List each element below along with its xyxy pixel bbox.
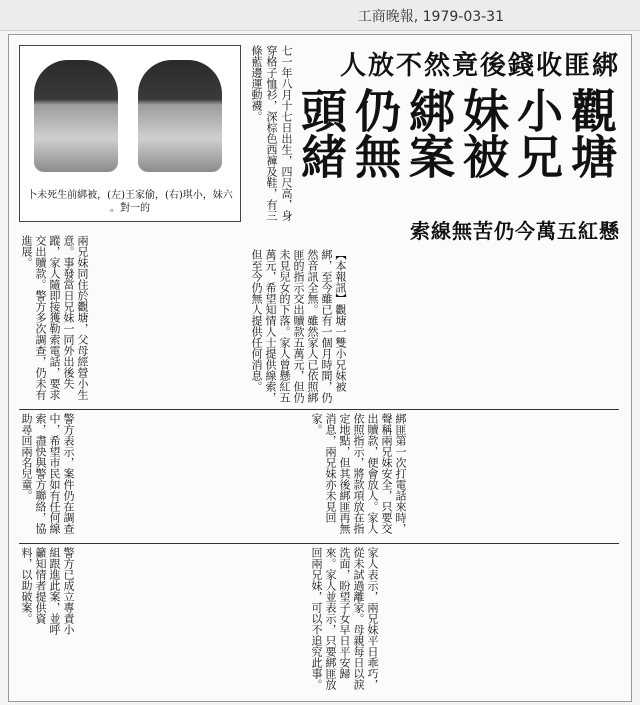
column-divider bbox=[19, 409, 619, 410]
headline-line: 仍無 bbox=[348, 87, 402, 179]
headline-line: 觀塘 bbox=[564, 87, 618, 179]
viewer-toolbar bbox=[0, 0, 640, 31]
column-divider bbox=[19, 543, 619, 544]
portrait-girl-photo bbox=[34, 60, 118, 172]
source-label: 工商晚報, 1979-03-31 bbox=[357, 9, 504, 25]
headline bbox=[295, 45, 620, 250]
newspaper-clipping bbox=[8, 34, 632, 702]
portrait-boy-photo bbox=[138, 60, 222, 172]
article-column-low-right: 綁匪第一次打電話來時，聲稱兩兄妹安全，只要交出贖款，便會放人。家人依照指示，將款項放在指定地點，但其後綁匪再無消息，兩兄妹亦未見回家。 bbox=[310, 413, 407, 534]
photo-caption: 六妹，小琪(右)，偷家王(左)，被綁前生死未卜的一對。 bbox=[27, 190, 233, 214]
subheadline: 懸紅五萬今仍苦無線索 bbox=[410, 219, 620, 243]
article-column-bottom-right: 家人表示，兩兄妹平日乖巧，從未試過離家。母親每日以淚洗面，盼望子女早日平安歸來。家人並表示，只要綁匪放回兩兄妹，可以不追究此事。 bbox=[310, 547, 379, 690]
birth-note: 七一年八月十七日出生，四尺高，身穿格子恤衫，深棕色西褲及鞋，有三條藍邊運動襪。 bbox=[250, 45, 293, 221]
headline-line: 小兄 bbox=[510, 87, 564, 179]
headline-kicker: 綁匪收錢後竟然不放人 bbox=[339, 51, 620, 81]
headline-line: 妹被 bbox=[456, 87, 510, 179]
article-column-bottom-left: 警方已成立專責小組跟進此案，並呼籲知情者提供資料，以助破案。 bbox=[20, 547, 75, 635]
headline-line: 綁案 bbox=[402, 87, 456, 179]
headline-line: 頭緒 bbox=[294, 87, 348, 179]
article-column-top: 【本報訊】觀塘一雙小兄妹被綁，至今雖已有一個月時間，仍然音訊全無。雖然家人已依照綁匪的指示交出贖款五萬元，但仍未見兒女的下落。家人曾懸紅五萬元，希望知情人士提供線索，但至今仍無人提供任何消息。 bbox=[250, 249, 347, 403]
article-column-mid-left: 兩兄妹同住於觀塘，父母經營小生意。事發當日兄妹一同外出後失蹤，家人隨即接獲勒索電話，要求交出贖款。警方多次調查，仍未有進展。 bbox=[20, 235, 89, 400]
article-column-low-left: 警方表示，案件仍在調查中，希望市民如有任何線索，盡快與警方聯絡，協助尋回兩名兒童。 bbox=[20, 413, 75, 534]
photo-panel bbox=[19, 45, 241, 222]
